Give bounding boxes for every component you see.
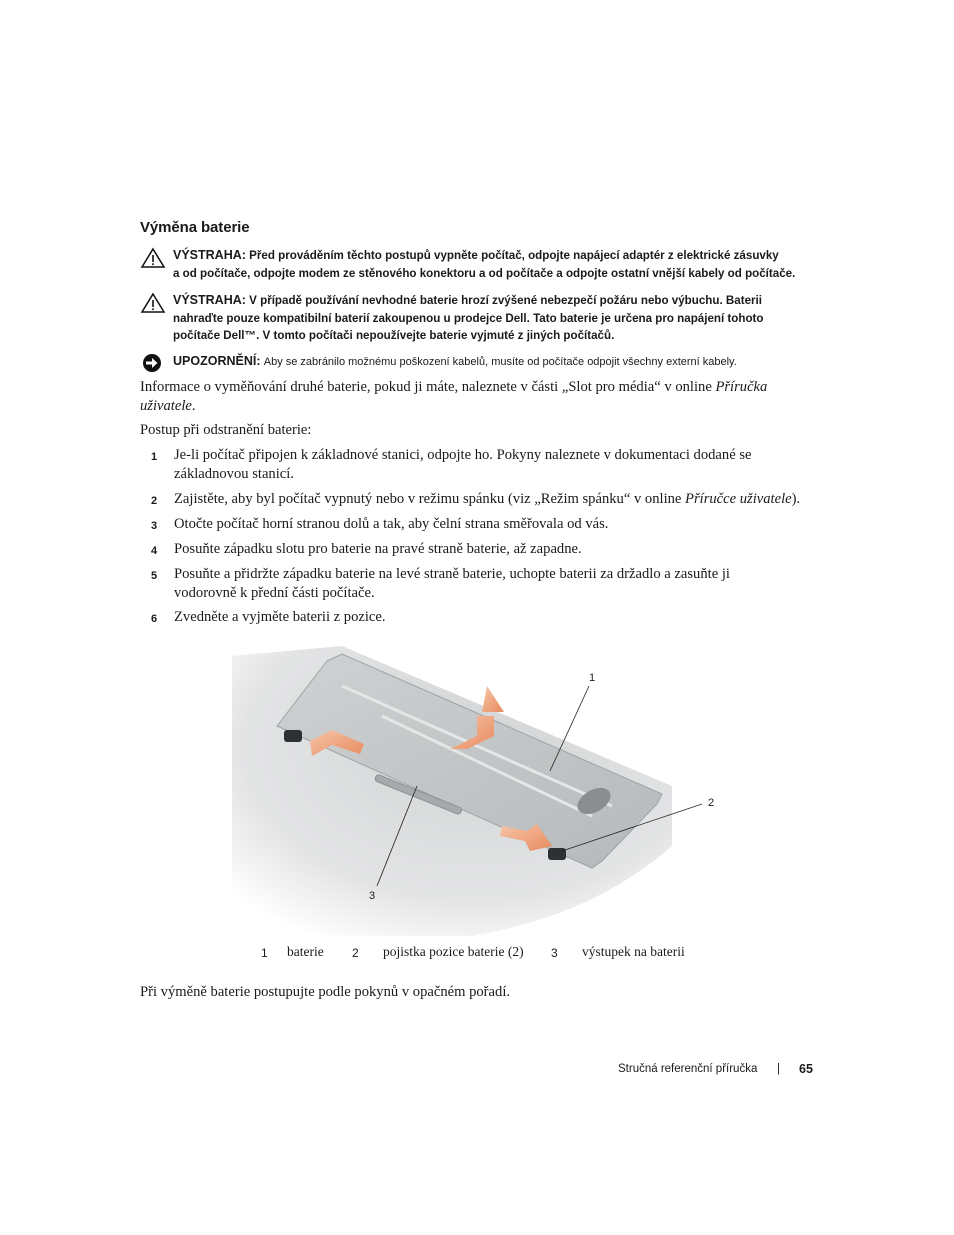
closing-paragraph: Při výměně baterie postupujte podle pokynů v opačném pořadí. [140, 984, 511, 1000]
warning-triangle-icon [140, 247, 166, 269]
warning-text-line: V případě používání nevhodné baterie hrozí zvýšené nebezpečí požáru nebo výbuchu. Baterii [249, 294, 762, 307]
step-text: Zvedněte a vyjměte baterii z pozice. [174, 609, 386, 625]
step-text: Posuňte západku slotu pro baterie na pravé straně baterie, až zapadne. [174, 541, 582, 557]
callout-number: 3 [369, 890, 376, 902]
step-text: základnovou stanicí. [174, 466, 294, 482]
battery-removal-illustration [232, 646, 732, 936]
intro-text: Informace o vyměňování druhé baterie, pokud ji máte, naleznete v části „Slot pro média“ v online [140, 379, 716, 395]
step-number: 1 [151, 451, 158, 463]
intro-italic: uživatele [140, 398, 192, 414]
intro-paragraph [140, 378, 820, 416]
step-number: 4 [151, 545, 158, 557]
step-5 [140, 565, 830, 603]
step-6 [140, 608, 830, 627]
notice-arrow-icon [140, 353, 166, 375]
legend-number: 3 [551, 946, 558, 960]
caution-notice [140, 353, 830, 372]
warning-text-line: nahraďte pouze kompatibilní baterií zakoupenou u prodejce Dell. Tato baterie je určena pro napájení tohoto [173, 311, 764, 325]
lift-arrow-head [482, 686, 504, 712]
step-text: vodorovně k přední části počítače. [174, 585, 375, 601]
warning-text-line: a od počítače, odpojte modem ze stěnového konektoru a od počítače a odpojte ostatní vnější kabely od počítače. [173, 266, 796, 280]
step-text: Posuňte a přidržte západku baterie na levé straně baterie, uchopte baterii za držadlo a zasuňte ji [174, 566, 730, 582]
step-1 [140, 446, 830, 484]
procedure-label: Postup při odstranění baterie: [140, 422, 312, 438]
step-italic: Příručce uživatele [685, 491, 792, 507]
step-text: Zajistěte, aby byl počítač vypnutý nebo v režimu spánku (viz „Režim spánku“ v online [174, 491, 686, 507]
page-title: Výměna baterie [140, 219, 250, 236]
warning-notice-1 [140, 247, 830, 282]
step-text: Otočte počítač horní stranou dolů a tak, aby čelní strana směřovala od vás. [174, 516, 609, 532]
warning-label: VÝSTRAHA: [173, 293, 246, 307]
battery-latch-left [284, 730, 302, 742]
step-number: 6 [151, 613, 158, 625]
warning-text-line: počítače Dell™. V tomto počítači nepoužívejte baterie vyjmuté z jiných počítačů. [173, 329, 615, 342]
step-text: Je-li počítač připojen k základnové stanici, odpojte ho. Pokyny naleznete v dokumentaci dodané se [174, 447, 752, 463]
intro-text-end: . [191, 398, 196, 414]
notice-label: UPOZORNĚNÍ: [173, 354, 261, 368]
step-2 [140, 490, 830, 509]
callout-number: 1 [589, 672, 596, 684]
step-3 [140, 515, 830, 534]
step-number: 5 [151, 570, 158, 582]
page-number: 65 [799, 1062, 813, 1076]
step-number: 2 [151, 495, 158, 507]
callout-number: 2 [708, 797, 715, 809]
legend-number: 1 [261, 946, 268, 960]
battery-latch-right [548, 848, 566, 860]
warning-text-line: Před prováděním těchto postupů vypněte počítač, odpojte napájecí adaptér z elektrické zásuvky [249, 249, 779, 262]
warning-triangle-icon [140, 292, 166, 314]
step-number: 3 [151, 520, 158, 532]
intro-italic: Příručka [715, 379, 768, 395]
legend-label: výstupek na baterii [582, 944, 685, 959]
warning-notice-2 [140, 292, 830, 345]
step-text-end: ). [791, 491, 801, 507]
legend-label: baterie [287, 944, 324, 959]
step-4 [140, 540, 830, 559]
footer-separator: | [777, 1063, 780, 1075]
notice-text: Aby se zabránilo možnému poškození kabelů, musíte od počítače odpojit všechny externí kabely. [263, 356, 737, 368]
legend-number: 2 [352, 946, 359, 960]
warning-label: VÝSTRAHA: [173, 248, 246, 262]
legend-label: pojistka pozice baterie (2) [383, 944, 524, 959]
footer-section-title: Stručná referenční příručka [618, 1063, 758, 1075]
